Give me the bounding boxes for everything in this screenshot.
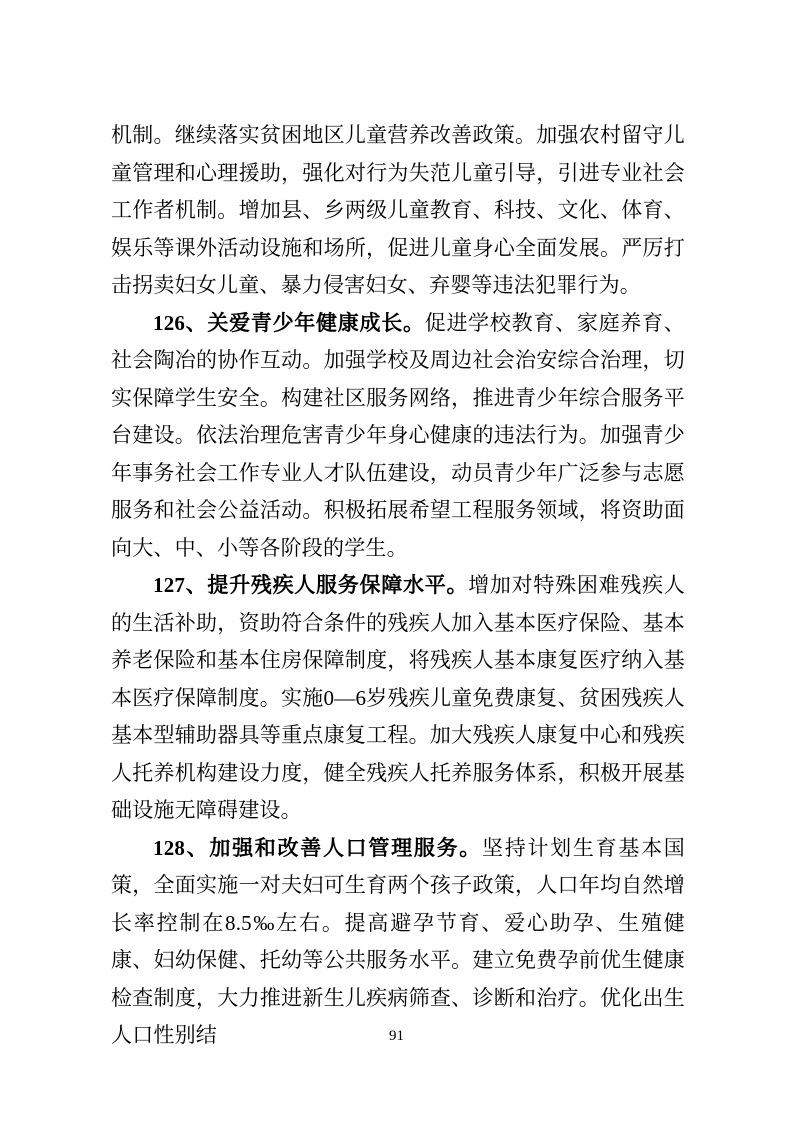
paragraph-text: 增加对特殊困难残疾人的生活补助，资助符合条件的残疾人加入基本医疗保险、基本养老保险和基本住房保障制度，将残疾人基本康复医疗纳入基本医疗保障制度。实施0—6岁残疾儿童免费康复、贫困残疾人基本型辅助器具等重点康复工程。加大残疾人康复中心和残疾人托养机构建设力度，健全残疾人托养服务体系，积极开展基础设施无障碍建设。 bbox=[111, 573, 685, 822]
paragraph-2 bbox=[111, 567, 685, 830]
page-number: 91 bbox=[389, 1028, 404, 1044]
paragraph-1 bbox=[111, 305, 685, 568]
document-body bbox=[111, 117, 685, 1055]
paragraph-text: 机制。继续落实贫困地区儿童营养改善政策。加强农村留守儿童管理和心理援助，强化对行为失范儿童引导，引进专业社会工作者机制。增加县、乡两级儿童教育、科技、文化、体育、娱乐等课外活动设施和场所，促进儿童身心全面发展。严厉打击拐卖妇女儿童、暴力侵害妇女、弃婴等违法犯罪行为。 bbox=[111, 123, 685, 297]
paragraph-text: 坚持计划生育基本国策，全面实施一对夫妇可生育两个孩子政策，人口年均自然增长率控制在8.5‰左右。提高避孕节育、爱心助孕、生殖健康、妇幼保健、托幼等公共服务水平。建立免费孕前优生健康检查制度，大力推进新生儿疾病筛查、诊断和治疗。优化出生人口性别结 bbox=[111, 835, 685, 1047]
paragraph-text: 促进学校教育、家庭养育、社会陶冶的协作互动。加强学校及周边社会治安综合治理，切实保障学生安全。构建社区服务网络，推进青少年综合服务平台建设。依法治理危害青少年身心健康的违法行为。加强青少年事务社会工作专业人才队伍建设，动员青少年广泛参与志愿服务和社会公益活动。积极拓展希望工程服务领域，将资助面向大、中、小等各阶段的学生。 bbox=[111, 310, 685, 560]
paragraph-lead: 126、关爱青少年健康成长。 bbox=[153, 310, 425, 335]
paragraph-3 bbox=[111, 830, 685, 1055]
paragraph-0 bbox=[111, 117, 685, 305]
paragraph-lead: 128、加强和改善人口管理服务。 bbox=[153, 835, 483, 860]
paragraph-lead: 127、提升残疾人服务保障水平。 bbox=[153, 573, 469, 597]
